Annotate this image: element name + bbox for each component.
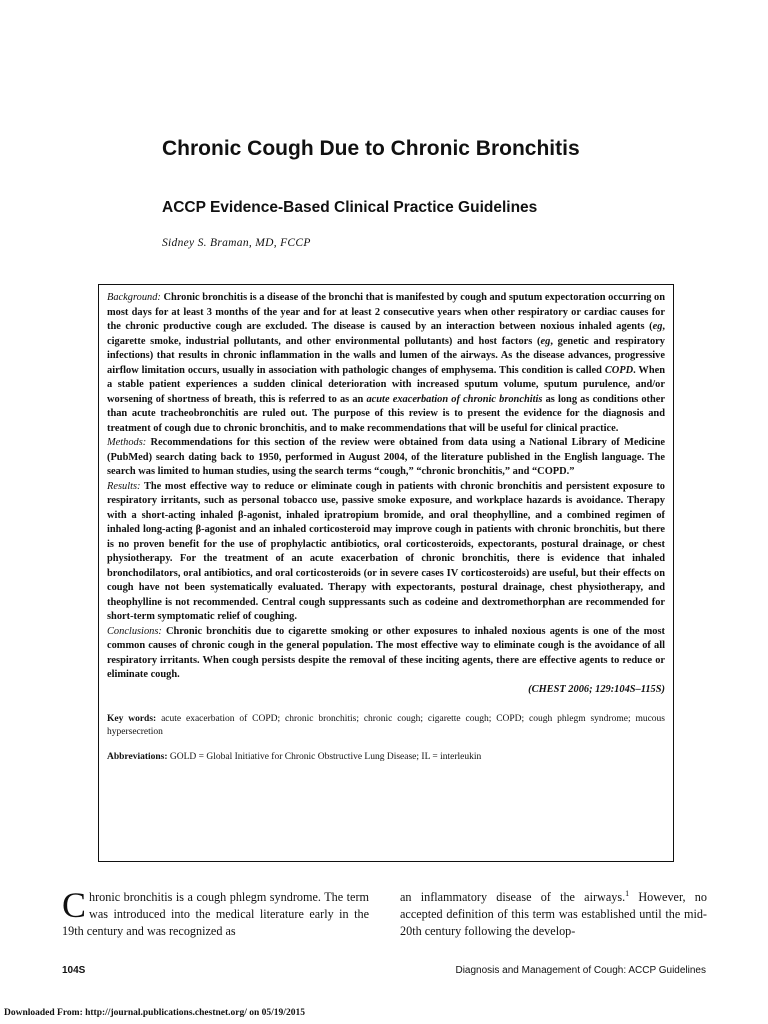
abstract-methods bbox=[107, 436, 665, 480]
background-eg-1: eg bbox=[652, 321, 663, 332]
drop-cap: C bbox=[62, 885, 87, 925]
keywords-label: Key words: bbox=[107, 714, 157, 724]
background-text-2: , cigarette smoke, industrial pollutants, and other environmental pollutants) and host factors ( bbox=[107, 321, 665, 347]
abstract-conclusions bbox=[107, 625, 665, 683]
body-column-right bbox=[400, 889, 707, 940]
background-copd-term: COPD bbox=[604, 364, 634, 376]
body-right-text-a: an inflammatory disease of the airways. bbox=[400, 890, 626, 904]
abstract-box bbox=[98, 284, 674, 862]
abbreviations-text: GOLD = Global Initiative for Chronic Obstructive Lung Disease; IL = interleukin bbox=[167, 752, 482, 762]
journal-citation: (CHEST 2006; 129:104S–115S) bbox=[528, 683, 665, 695]
article-title: Chronic Cough Due to Chronic Bronchitis bbox=[162, 137, 580, 160]
body-right-text-b: However, no accepted definition of this term was established until the mid-20th century following the develop- bbox=[400, 890, 707, 938]
background-text-1: Chronic bronchitis is a disease of the bronchi that is manifested by cough and sputum expectoration occurring on most days for at least 3 months of the year and for at least 2 consecutive years when other respiratory or cardiac causes for the chronic productive cough are excluded. The disease is caused by an interaction between noxious inhaled agents ( bbox=[107, 292, 665, 332]
background-eg-2: eg bbox=[540, 335, 551, 347]
article-subtitle: ACCP Evidence-Based Clinical Practice Guidelines bbox=[162, 199, 538, 216]
abbreviations bbox=[107, 751, 665, 764]
background-exacerbation-term: acute exacerbation of chronic bronchitis bbox=[366, 393, 543, 405]
results-text: The most effective way to reduce or eliminate cough in patients with chronic bronchitis and persistent exposure to respiratory irritants, such as personal tobacco use, passive smoke exposure, and workplace hazards is avoidance. Therapy with a short-acting inhaled β-agonist, inhaled ipratropium bromide, and oral theophylline, and a combined regimen of inhaled long-acting β-agonist and an inhaled corticosteroid may improve cough in patients with chronic bronchitis, but there is no proven benefit for the use of prophylactic antibiotics, oral corticosteroids, expectorants, postural drainage, or chest physiotherapy. For the treatment of an acute exacerbation of chronic bronchitis, there is evidence that inhaled bronchodilators, oral antibiotics, and oral corticosteroids (or in severe cases IV corticosteroids) are useful, but their effects on cough have not been systematically evaluated. Therapy with expectorants, postural drainage, chest physiotherapy, and theophylline is not recommended. Central cough suppressants such as codeine and dextromethorphan are recommended for short-term symptomatic relief of coughing. bbox=[107, 480, 665, 622]
background-text-4: . When a stable patient experiences a sudden clinical deterioration with increased sputum volume, sputum purulence, and/or worsening of shortness of breath, this is referred to as an bbox=[107, 364, 665, 405]
abstract-results bbox=[107, 480, 665, 625]
page-number: 104S bbox=[62, 965, 86, 976]
background-label: Background: bbox=[107, 292, 161, 303]
abbreviations-label: Abbreviations: bbox=[107, 752, 168, 762]
running-title: Diagnosis and Management of Cough: ACCP Guidelines bbox=[455, 965, 706, 976]
background-text-5: as long as conditions other than acute tracheobronchitis are ruled out. The purpose of this review is to present the evidence for the diagnosis and treatment of cough due to chronic bronchitis, and to make recommendations that will be useful for clinical practice. bbox=[107, 393, 665, 434]
body-left-text: hronic bronchitis is a cough phlegm syndrome. The term was introduced into the medical literature early in the 19th century and was recognized as bbox=[62, 890, 369, 938]
abstract-background bbox=[107, 291, 665, 436]
methods-text: Recommendations for this section of the review were obtained from data using a National Library of Medicine (PubMed) search dating back to 1950, performed in August 2004, of the literature published in the English language. The search was limited to human studies, using the search terms “cough,” “chronic bronchitis,” and “COPD.” bbox=[107, 437, 665, 477]
conclusions-label: Conclusions: bbox=[107, 625, 162, 637]
keywords bbox=[107, 713, 665, 739]
methods-label: Methods: bbox=[107, 437, 147, 448]
conclusions-text: Chronic bronchitis due to cigarette smoking or other exposures to inhaled noxious agents is one of the most common causes of chronic cough in the general population. The most effective way to eliminate cough is the avoidance of all respiratory irritants. When cough persists despite the removal of these inciting agents, there are effective agents to reduce or eliminate cough. bbox=[107, 625, 665, 680]
body-column-left bbox=[62, 885, 369, 940]
background-text-3: , genetic and respiratory infections) that results in chronic inflammation in the walls and lumen of the airways. As the disease advances, progressive airflow limitation occurs, usually in association with pathologic changes of emphysema. This condition is called bbox=[107, 335, 665, 376]
abstract-text bbox=[107, 291, 665, 697]
reference-superscript: 1 bbox=[625, 888, 630, 898]
download-notice: Downloaded From: http://journal.publications.chestnet.org/ on 05/19/2015 bbox=[4, 1008, 305, 1018]
keywords-text: acute exacerbation of COPD; chronic bronchitis; chronic cough; cigarette cough; COPD; cough phlegm syndrome; mucous hypersecretion bbox=[107, 714, 666, 737]
results-label: Results: bbox=[107, 480, 141, 492]
author-line: Sidney S. Braman, MD, FCCP bbox=[162, 237, 311, 249]
